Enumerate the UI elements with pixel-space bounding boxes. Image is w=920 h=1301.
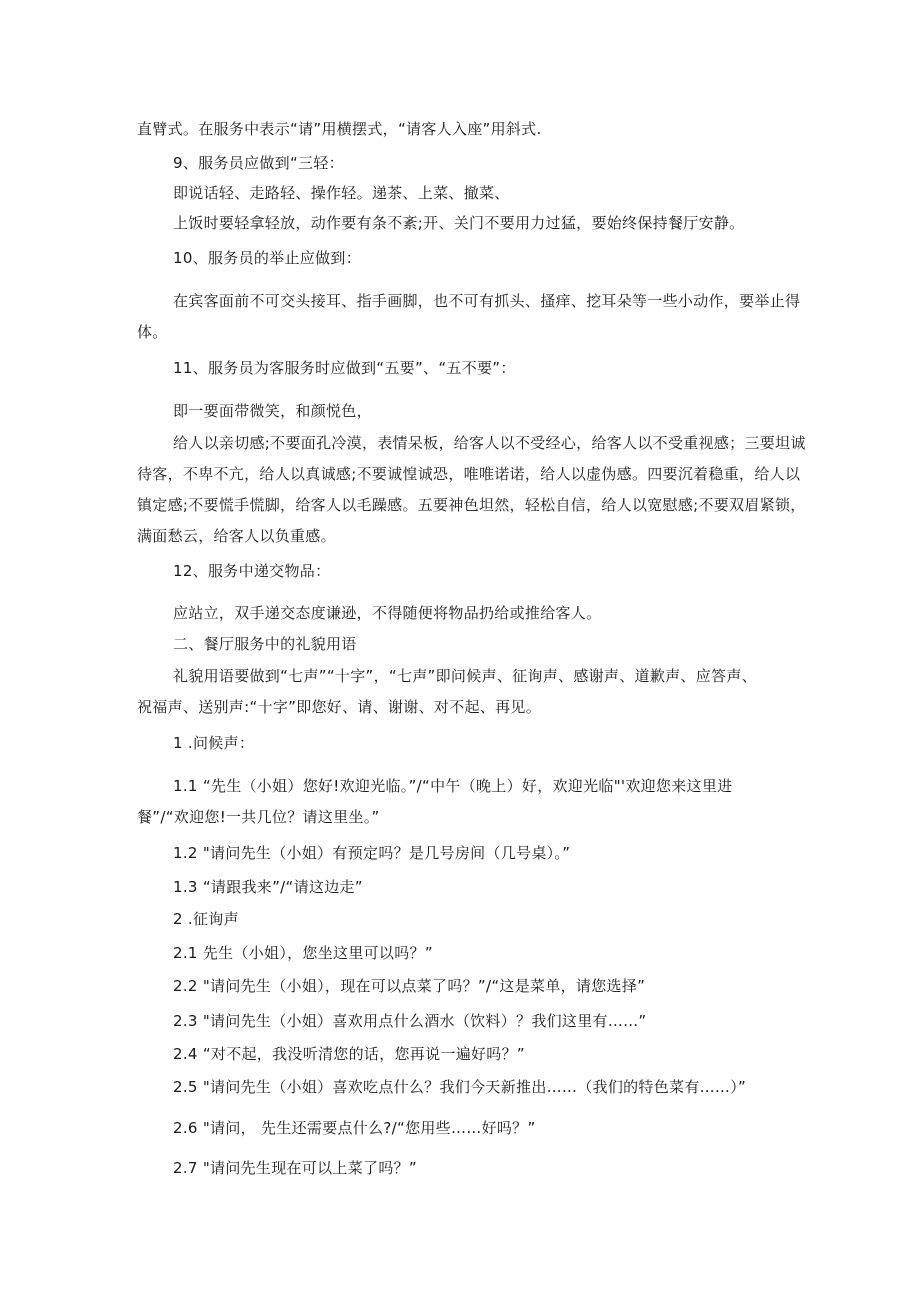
text-line: 即说话轻、走路轻、操作轻。递茶、上菜、撤菜、 [173, 184, 510, 202]
text-line: 给人以亲切感;不要面孔冷漠，表情呆板，给客人以不受经心，给客人以不受重视感；三要坦诚 [173, 434, 806, 452]
text-line: 2.7 "请问先生现在可以上菜了吗？” [173, 1159, 417, 1177]
text-line: 11、服务员为客服务时应做到“五要”、“五不要”： [173, 359, 516, 377]
text-line: 10、服务员的举止应做到： [173, 249, 361, 267]
text-line: 12、服务中递交物品： [173, 562, 331, 580]
text-line: 2 .征询声 [173, 910, 239, 928]
text-line: 9、服务员应做到“三轻： [173, 154, 344, 172]
text-line: 即一要面带微笑，和颜悦色， [173, 402, 372, 420]
text-line: 礼貌用语要做到“七声”“十字”，“七声”即问候声、征询声、感谢声、道歉声、应答声、 [173, 667, 757, 685]
text-line: 在宾客面前不可交头接耳、指手画脚，也不可有抓头、搔痒、挖耳朵等一些小动作，要举止得 [173, 292, 801, 310]
text-line: 餐”/“欢迎您!一共几位？请这里坐。” [137, 808, 380, 826]
text-line: 1.2 "请问先生（小姐）有预定吗？是几号房间（几号桌）。” [173, 844, 571, 862]
text-line: 1.3 “请跟我来”/“请这边走” [173, 878, 363, 896]
text-line: 1.1 “先生（小姐）您好!欢迎光临。”/“中午（晚上）好，欢迎光临"'欢迎您来这里进 [173, 777, 733, 795]
text-line: 2.1 先生（小姐），您坐这里可以吗？” [173, 944, 433, 962]
text-line: 体。 [137, 323, 168, 341]
text-line: 祝福声、送别声:“十字”即您好、请、谢谢、对不起、再见。 [137, 698, 541, 716]
text-line: 2.4 “对不起，我没听清您的话，您再说一遍好吗？” [173, 1045, 525, 1063]
text-line: 待客，不卑不亢，给人以真诚感;不要诚惶诚恐，唯唯诺诺，给人以虚伪感。四要沉着稳重，给人以 [137, 465, 801, 483]
text-line: 2.5 "请问先生（小姐）喜欢吃点什么？我们今天新推出……（我们的特色菜有……）” [173, 1078, 747, 1096]
text-line: 1 .问候声： [173, 734, 255, 752]
text-line: 2.2 "请问先生（小姐），现在可以点菜了吗？”/“这是菜单，请您选择” [173, 977, 646, 995]
text-line: 满面愁云，给客人以负重感。 [137, 527, 336, 545]
section-heading: 二、餐厅服务中的礼貌用语 [173, 635, 357, 653]
text-line: 2.3 "请问先生（小姐）喜欢用点什么酒水（饮料）？我们这里有……” [173, 1012, 647, 1030]
text-line: 2.6 "请问， 先生还需要点什么?/“您用些……好吗？” [173, 1119, 536, 1137]
text-line: 直臂式。在服务中表示“请”用横摆式，“请客人入座”用斜式. [137, 120, 542, 138]
text-line: 镇定感;不要慌手慌脚，给客人以毛躁感。五要神色坦然，轻松自信，给人以宽慰感;不要双眉紧锁， [137, 496, 806, 514]
text-line: 应站立，双手递交态度谦逊，不得随便将物品扔给或推给客人。 [173, 604, 602, 622]
text-line: 上饭时要轻拿轻放，动作要有条不紊;开、关门不要用力过猛，要始终保持餐厅安静。 [173, 214, 745, 232]
